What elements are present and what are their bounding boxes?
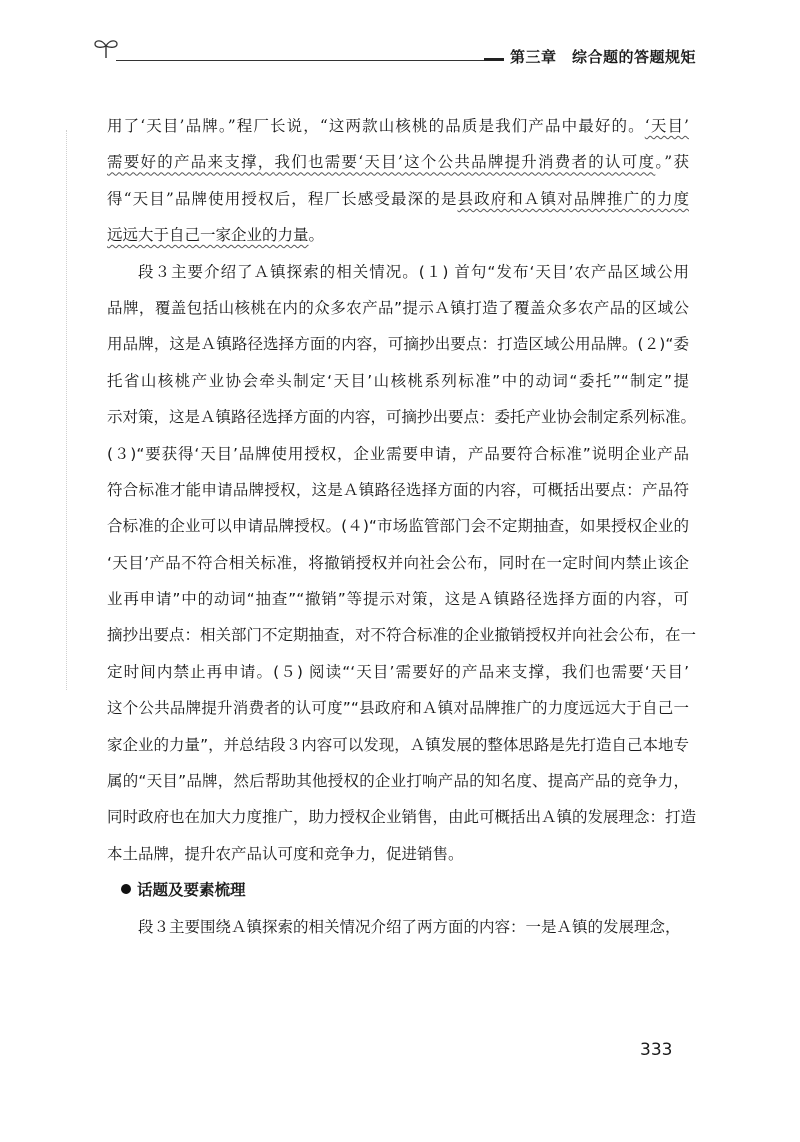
margin-dots [66,130,69,690]
body-text [107,108,697,945]
text-line: 这个公共品牌提升消费者的认可度”“县政府和Ａ镇对品牌推广的力度远远大于自己一 [107,699,689,718]
underlined-span: 我们也需要‘天目’这个公共品牌提升消费者的认可度 [274,153,656,172]
text-line [107,108,689,144]
topic-paragraph: 段３主要围绕Ａ镇探索的相关情况介绍了两方面的内容：一是Ａ镇的发展理念， [138,917,681,936]
text-line: 品牌，覆盖包括山核桃在内的众多农产品”提示Ａ镇打造了覆盖众多农产品的区域公 [107,298,689,317]
text-span: 。”获 [655,153,689,172]
analysis-paragraph [107,254,697,873]
text-line: 段３主要介绍了Ａ镇探索的相关情况。(１) 首句“发布‘天目’农产品区域公用 [138,262,689,281]
text-line [107,217,689,253]
text-line: 属的“天目”品牌，然后帮助其他授权的企业打响产品的知名度、提高产品的竞争力， [107,772,689,791]
text-line: 家企业的力量”，并总结段３内容可以发现，Ａ镇发展的整体思路是先打造自己本地专 [107,735,689,754]
header-dash [484,58,504,61]
text-span: 。 [308,226,325,245]
text-line: 同时政府也在加大力度推广，助力授权企业销售，由此可概括出Ａ镇的发展理念：打造 [107,808,697,827]
text-line: (３)“要获得‘天目’品牌使用授权，企业需要申请，产品要符合标准”说明企业产品 [107,444,689,463]
text-line: 定时间内禁止再申请。(５) 阅读“‘天目’需要好的产品来支撑，我们也需要‘天目’ [107,662,689,681]
text-line: 本土品牌，提升农产品认可度和竞争力，促进销售。 [107,844,464,863]
chapter-title: 第三章 综合题的答题规矩 [510,48,697,66]
bullet-heading-text: 话题及要素梳理 [137,881,246,900]
underlined-span: 县政府和Ａ镇对品牌推广的力度 [457,189,689,208]
page-number: 333 [640,1040,673,1060]
text-line [107,144,689,180]
text-line: 托省山核桃产业协会牵头制定‘天目’山核桃系列标准”中的动词“委托”“制定”提 [107,371,689,390]
text-line [107,181,689,217]
text-line: 示对策，这是Ａ镇路径选择方面的内容，可摘抄出要点：委托产业协会制定系列标准。 [107,408,697,427]
sprout-icon [92,36,120,60]
underlined-span: 远远大于自己一家企业的力量 [107,226,309,245]
bullet-dot-icon [121,884,131,894]
text-line: 业再申请”中的动词“抽查”“撤销”等提示对策，这是Ａ镇路径选择方面的内容，可 [107,590,689,609]
text-line: ‘天目’产品不符合相关标准，将撤销授权并向社会公布，同时在一定时间内禁止该企 [107,553,689,572]
text-line: 摘抄出要点：相关部门不定期抽查，对不符合标准的企业撤销授权并向社会公布，在一 [107,626,697,645]
bullet-heading [107,872,689,908]
text-span: 得“天目”品牌使用授权后，程厂长感受最深的是 [107,189,458,208]
text-line: 用品牌，这是Ａ镇路径选择方面的内容，可摘抄出要点：打造区域公用品牌。(２)“委 [107,335,689,354]
text-span: 用了‘天目’品牌。”程厂长说，“这两款山核桃的品质是我们产品中最好的。 [107,117,645,135]
running-header [92,36,712,76]
intro-paragraph [107,108,689,254]
underlined-span: 需要好的产品来支撑， [107,153,275,172]
text-line: 合标准的企业可以申请品牌授权。(４)“市场监管部门会不定期抽查，如果授权企业的 [107,517,689,536]
text-line: 符合标准才能申请品牌授权，这是Ａ镇路径选择方面的内容，可概括出要点：产品符 [107,480,689,499]
underlined-span: ‘天目’ [644,117,689,135]
header-rule [116,60,484,61]
